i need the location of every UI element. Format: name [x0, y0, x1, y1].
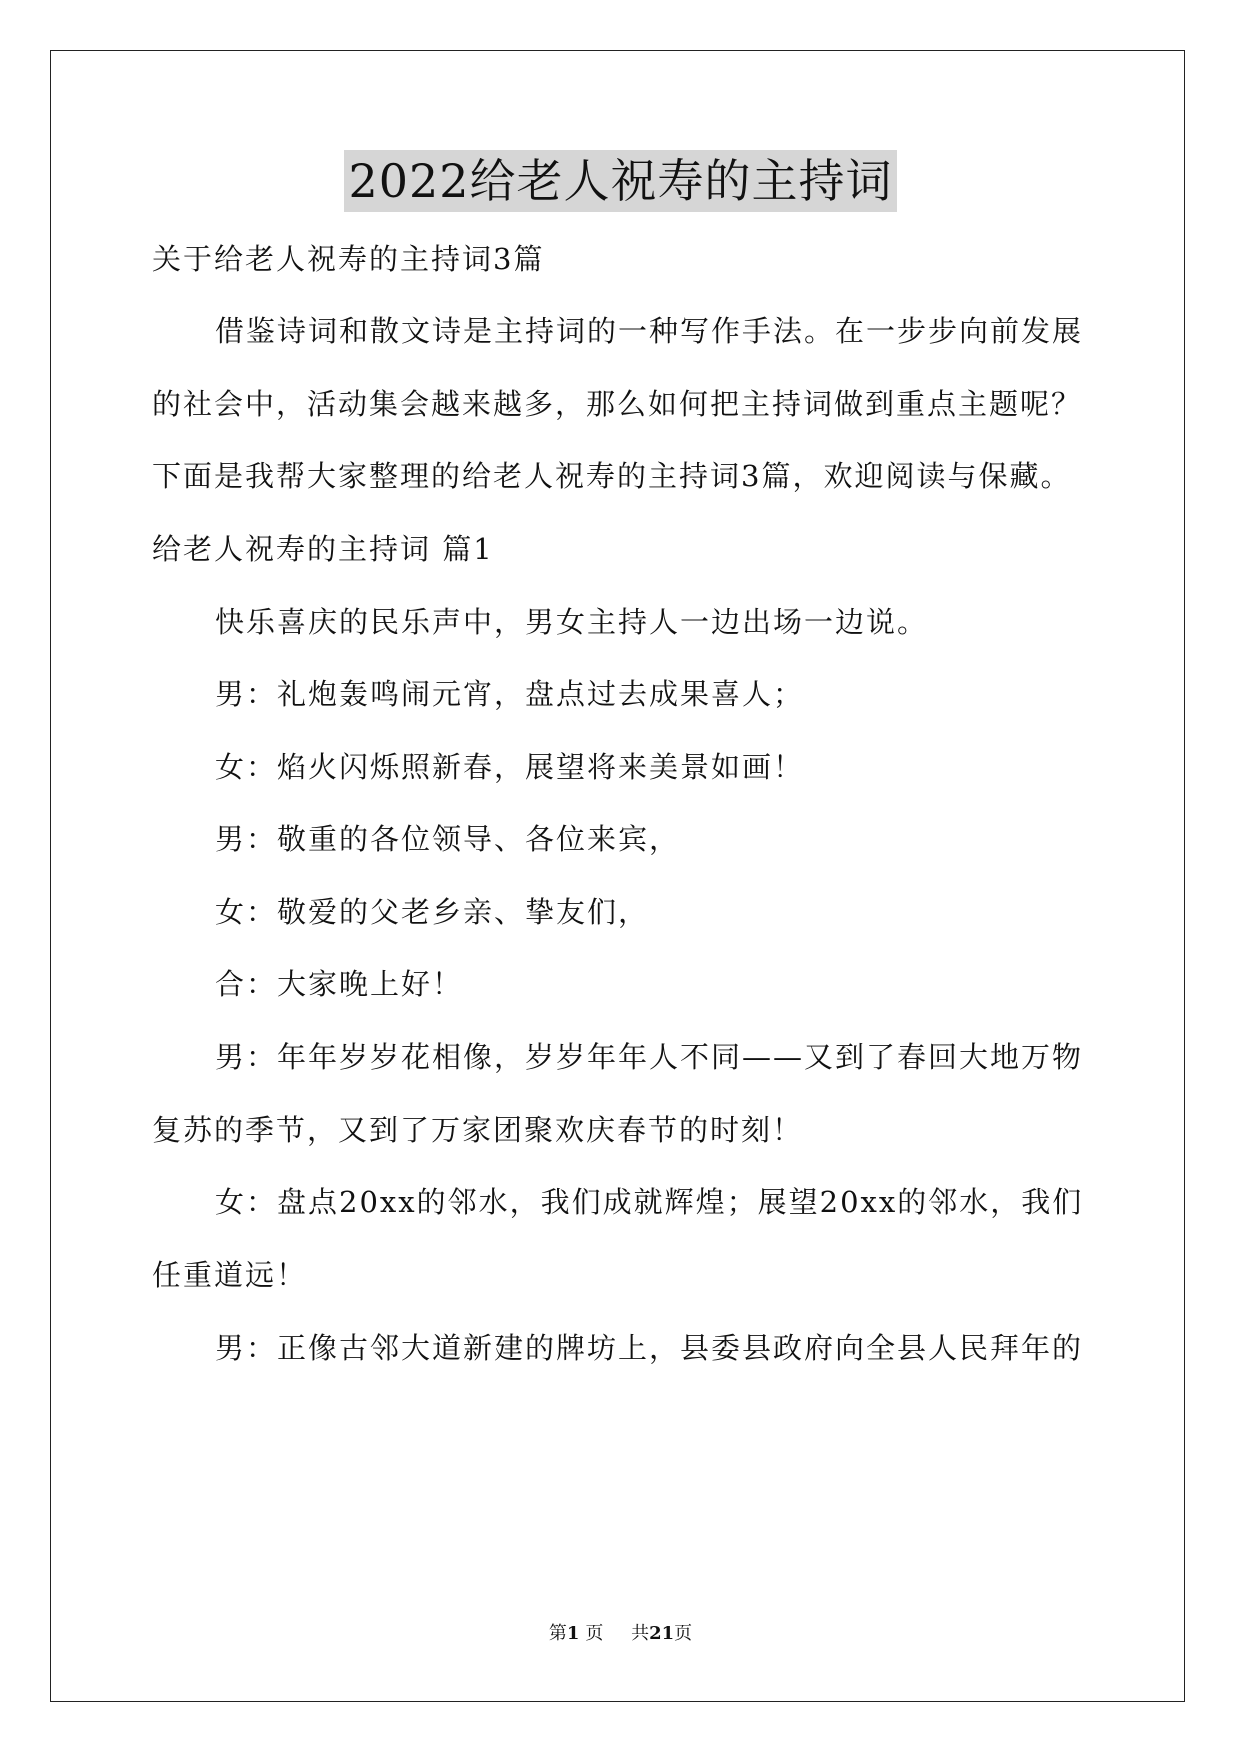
paragraph-line: 男：正像古邻大道新建的牌坊上，县委县政府向全县人民拜年的 [215, 1331, 1084, 1365]
paragraph-line: 快乐喜庆的民乐声中，男女主持人一边出场一边说。 [215, 605, 929, 639]
paragraph-line: 复苏的季节，又到了万家团聚欢庆春节的时刻！ [152, 1113, 804, 1147]
paragraph-line: 男：敬重的各位领导、各位来宾， [215, 822, 681, 856]
paragraph-line: 的社会中，活动集会越来越多，那么如何把主持词做到重点主题呢？ [152, 387, 1083, 421]
paragraph-line: 借鉴诗词和散文诗是主持词的一种写作手法。在一步步向前发展 [215, 314, 1084, 348]
paragraph-line: 女：敬爱的父老乡亲、挚友们， [215, 895, 650, 929]
total-suffix: 页 [674, 1623, 693, 1644]
page-border [50, 50, 1185, 1702]
document-title: 2022给老人祝寿的主持词 [344, 150, 896, 212]
page-number: 1 [566, 1623, 580, 1644]
page-suffix: 页 [585, 1623, 604, 1644]
paragraph-line: 男：年年岁岁花相像，岁岁年年人不同——又到了春回大地万物 [215, 1040, 1084, 1074]
paragraph-line: 合：大家晚上好！ [215, 967, 464, 1001]
section-heading: 给老人祝寿的主持词 篇1 [152, 532, 494, 566]
page-footer [0, 1622, 1241, 1646]
total-indicator [631, 1623, 692, 1644]
subtitle-line: 关于给老人祝寿的主持词3篇 [152, 242, 545, 276]
total-prefix: 共 [631, 1623, 650, 1644]
total-pages: 21 [649, 1623, 675, 1644]
paragraph-line: 女：焰火闪烁照新春，展望将来美景如画！ [215, 750, 805, 784]
title-container [0, 150, 1241, 212]
paragraph-line: 男：礼炮轰鸣闹元宵，盘点过去成果喜人； [215, 677, 805, 711]
page-indicator [549, 1623, 604, 1644]
paragraph-line: 下面是我帮大家整理的给老人祝寿的主持词3篇，欢迎阅读与保藏。 [152, 459, 1072, 493]
paragraph-line: 女：盘点20xx的邻水，我们成就辉煌；展望20xx的邻水，我们 [215, 1185, 1084, 1219]
page-prefix: 第 [548, 1623, 567, 1644]
paragraph-line: 任重道远！ [152, 1258, 308, 1292]
